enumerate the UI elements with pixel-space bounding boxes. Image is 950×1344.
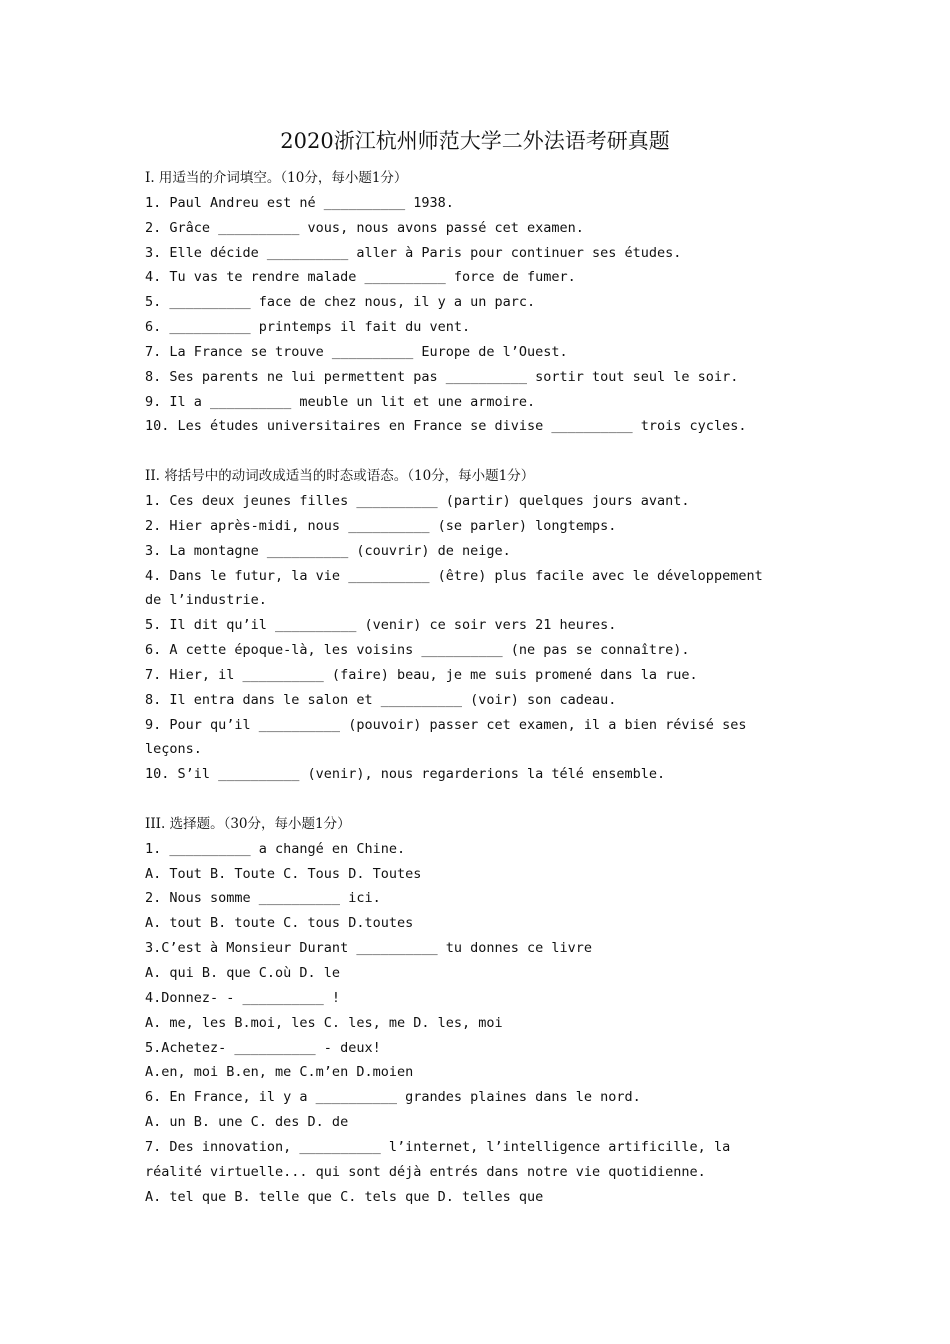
question-line: 3. Elle décide __________ aller à Paris pour continuer ses études. bbox=[145, 244, 682, 261]
question-line: 1. Paul Andreu est né __________ 1938. bbox=[145, 194, 454, 211]
question-line: 7. Des innovation, __________ l’internet, l’intelligence artificille, la bbox=[145, 1138, 731, 1155]
section-spacer bbox=[145, 439, 825, 464]
question-line: 2. Nous somme __________ ici. bbox=[145, 890, 381, 907]
question-line: 10. S’il __________ (venir), nous regarderions la télé ensemble. bbox=[145, 766, 666, 783]
question-line: 6. A cette époque-là, les voisins __________ (ne pas se connaître). bbox=[145, 642, 690, 659]
answer-options: A. tel que B. telle que C. tels que D. telles que bbox=[145, 1188, 544, 1205]
section-spacer bbox=[145, 787, 825, 812]
question-line: 7. La France se trouve __________ Europe de l’Ouest. bbox=[145, 343, 568, 360]
question-line: 9. Il a __________ meuble un lit et une armoire. bbox=[145, 393, 536, 410]
answer-options: A.en, moi B.en, me C.m’en D.moien bbox=[145, 1064, 414, 1081]
question-line: 10. Les études universitaires en France se divise __________ trois cycles. bbox=[145, 418, 747, 435]
document-body bbox=[145, 166, 825, 1209]
question-line: 1. Ces deux jeunes filles __________ (partir) quelques jours avant. bbox=[145, 492, 690, 509]
answer-options: A. me, les B.moi, les C. les, me D. les, moi bbox=[145, 1014, 503, 1031]
question-line: 5. Il dit qu’il __________ (venir) ce soir vers 21 heures. bbox=[145, 617, 617, 634]
question-line: 5. __________ face de chez nous, il y a un parc. bbox=[145, 294, 536, 311]
question-line: réalité virtuelle... qui sont déjà entrés dans notre vie quotidienne. bbox=[145, 1163, 706, 1180]
question-line: 3.C’est à Monsieur Durant __________ tu donnes ce livre bbox=[145, 940, 593, 957]
answer-options: A. un B. une C. des D. de bbox=[145, 1114, 349, 1131]
answer-options: A. Tout B. Toute C. Tous D. Toutes bbox=[145, 865, 422, 882]
question-line: 7. Hier, il __________ (faire) beau, je me suis promené dans la rue. bbox=[145, 666, 698, 683]
question-line: 3. La montagne __________ (couvrir) de neige. bbox=[145, 542, 511, 559]
section-3-heading: III. 选择题。（30分，每小题1分） bbox=[145, 815, 351, 832]
question-line: 1. __________ a changé en Chine. bbox=[145, 840, 406, 857]
section-1-heading: I. 用适当的介词填空。（10分，每小题1分） bbox=[145, 170, 408, 186]
question-line: 4. Dans le futur, la vie __________ (être) plus facile avec le développement bbox=[145, 567, 763, 584]
question-line: 2. Hier après-midi, nous __________ (se parler) longtemps. bbox=[145, 517, 617, 534]
question-line: de l’industrie. bbox=[145, 592, 267, 609]
question-line: 2. Grâce __________ vous, nous avons passé cet examen. bbox=[145, 219, 584, 236]
question-line: 4. Tu vas te rendre malade __________ force de fumer. bbox=[145, 269, 576, 286]
section-2-heading: II. 将括号中的动词改成适当的时态或语态。（10分，每小题1分） bbox=[145, 468, 535, 485]
question-line: 9. Pour qu’il __________ (pouvoir) passer cet examen, il a bien révisé ses bbox=[145, 716, 747, 733]
question-line: 8. Ses parents ne lui permettent pas __________ sortir tout seul le soir. bbox=[145, 368, 739, 385]
answer-options: A. qui B. que C.où D. le bbox=[145, 965, 341, 981]
question-line: leçons. bbox=[145, 741, 202, 758]
question-line: 6. En France, il y a __________ grandes plaines dans le nord. bbox=[145, 1089, 641, 1106]
question-line: 5.Achetez- __________ - deux! bbox=[145, 1039, 381, 1056]
question-line: 4.Donnez- - __________ ! bbox=[145, 989, 341, 1006]
question-line: 8. Il entra dans le salon et __________ (voir) son cadeau. bbox=[145, 691, 617, 708]
answer-options: A. tout B. toute C. tous D.toutes bbox=[145, 915, 414, 932]
question-line: 6. __________ printemps il fait du vent. bbox=[145, 319, 471, 336]
document-title: 2020浙江杭州师范大学二外法语考研真题 bbox=[280, 129, 670, 153]
